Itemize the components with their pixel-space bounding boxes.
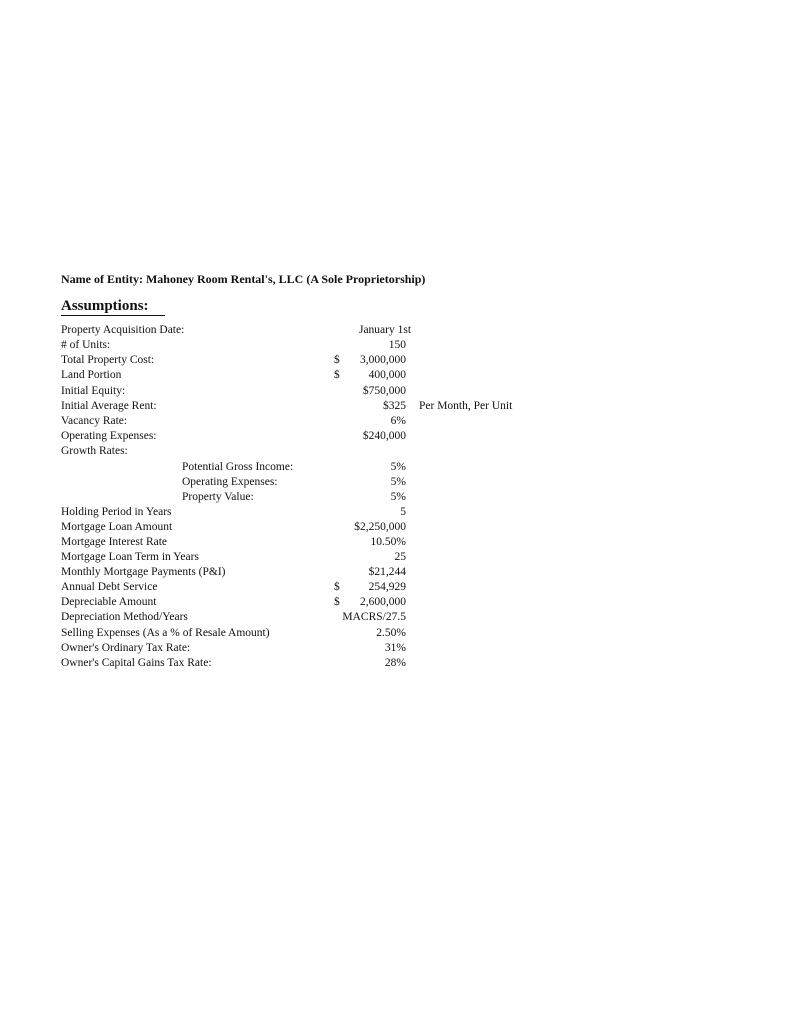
row-value: 28% <box>384 657 406 669</box>
row-monthly-mortgage-payments <box>0 565 791 580</box>
row-label: Depreciable Amount <box>61 596 157 608</box>
row-label: Holding Period in Years <box>61 506 172 518</box>
row-label: Initial Average Rent: <box>61 400 157 412</box>
row-value: 5% <box>390 491 406 503</box>
row-label: Owner's Capital Gains Tax Rate: <box>61 657 212 669</box>
row-value: 25 <box>394 551 406 563</box>
row-value: $21,244 <box>368 566 406 578</box>
row-value: January 1st <box>358 324 412 336</box>
row-label: Operating Expenses: <box>182 476 278 488</box>
row-total-property-cost <box>0 353 791 368</box>
row-label: Selling Expenses (As a % of Resale Amount) <box>61 627 270 639</box>
row-label: Property Value: <box>182 491 254 503</box>
row-initial-average-rent <box>0 399 791 414</box>
row-value: 400,000 <box>368 369 406 381</box>
row-label: Mortgage Loan Term in Years <box>61 551 199 563</box>
row-value: 254,929 <box>368 581 406 593</box>
row-growth-potential-gross-income <box>0 460 791 475</box>
row-label: Total Property Cost: <box>61 354 155 366</box>
row-label: Monthly Mortgage Payments (P&I) <box>61 566 226 578</box>
row-capital-gains-tax-rate <box>0 656 791 671</box>
assumptions-heading: Assumptions: <box>61 298 165 316</box>
row-units <box>0 338 791 353</box>
row-label: Land Portion <box>61 369 122 381</box>
row-vacancy-rate <box>0 414 791 429</box>
row-label: Depreciation Method/Years <box>61 611 188 623</box>
row-label: Property Acquisition Date: <box>61 324 185 336</box>
row-value: $240,000 <box>362 430 406 442</box>
row-value: 5% <box>390 461 406 473</box>
row-acquisition-date <box>0 323 791 338</box>
row-label: Owner's Ordinary Tax Rate: <box>61 642 191 654</box>
row-value: 150 <box>388 339 406 351</box>
row-ordinary-tax-rate <box>0 641 791 656</box>
row-growth-property-value <box>0 490 791 505</box>
row-value: 10.50% <box>370 536 406 548</box>
row-value: 31% <box>384 642 406 654</box>
row-label: Potential Gross Income: <box>182 461 294 473</box>
row-initial-equity <box>0 384 791 399</box>
row-growth-operating-expenses <box>0 475 791 490</box>
row-label: Mortgage Loan Amount <box>61 521 173 533</box>
row-value: $750,000 <box>362 385 406 397</box>
row-label: Operating Expenses: <box>61 430 157 442</box>
row-mortgage-loan-term <box>0 550 791 565</box>
dollar-sign: $ <box>334 369 340 381</box>
row-value: 2.50% <box>376 627 406 639</box>
row-label: # of Units: <box>61 339 111 351</box>
row-label: Annual Debt Service <box>61 581 158 593</box>
row-value: 5% <box>390 476 406 488</box>
row-mortgage-interest-rate <box>0 535 791 550</box>
row-value: 5 <box>400 506 406 518</box>
row-depreciation-method <box>0 610 791 625</box>
row-land-portion <box>0 368 791 383</box>
rent-note: Per Month, Per Unit <box>419 400 513 412</box>
row-label: Mortgage Interest Rate <box>61 536 168 548</box>
row-growth-rates <box>0 444 791 459</box>
row-value: 6% <box>390 415 406 427</box>
row-value: $2,250,000 <box>354 521 406 533</box>
dollar-sign: $ <box>334 596 340 608</box>
row-label: Vacancy Rate: <box>61 415 128 427</box>
row-mortgage-loan-amount <box>0 520 791 535</box>
row-value: 2,600,000 <box>360 596 406 608</box>
row-holding-period <box>0 505 791 520</box>
row-selling-expenses <box>0 626 791 641</box>
row-value: 3,000,000 <box>360 354 406 366</box>
dollar-sign: $ <box>334 354 340 366</box>
dollar-sign: $ <box>334 581 340 593</box>
row-value: $325 <box>383 400 406 412</box>
row-label: Growth Rates: <box>61 445 128 457</box>
entity-name: Name of Entity: Mahoney Room Rental's, LLC (A Sole Proprietorship) <box>61 272 426 286</box>
row-operating-expenses <box>0 429 791 444</box>
row-label: Initial Equity: <box>61 385 126 397</box>
row-annual-debt-service <box>0 580 791 595</box>
row-depreciable-amount <box>0 595 791 610</box>
row-value: MACRS/27.5 <box>342 611 406 623</box>
